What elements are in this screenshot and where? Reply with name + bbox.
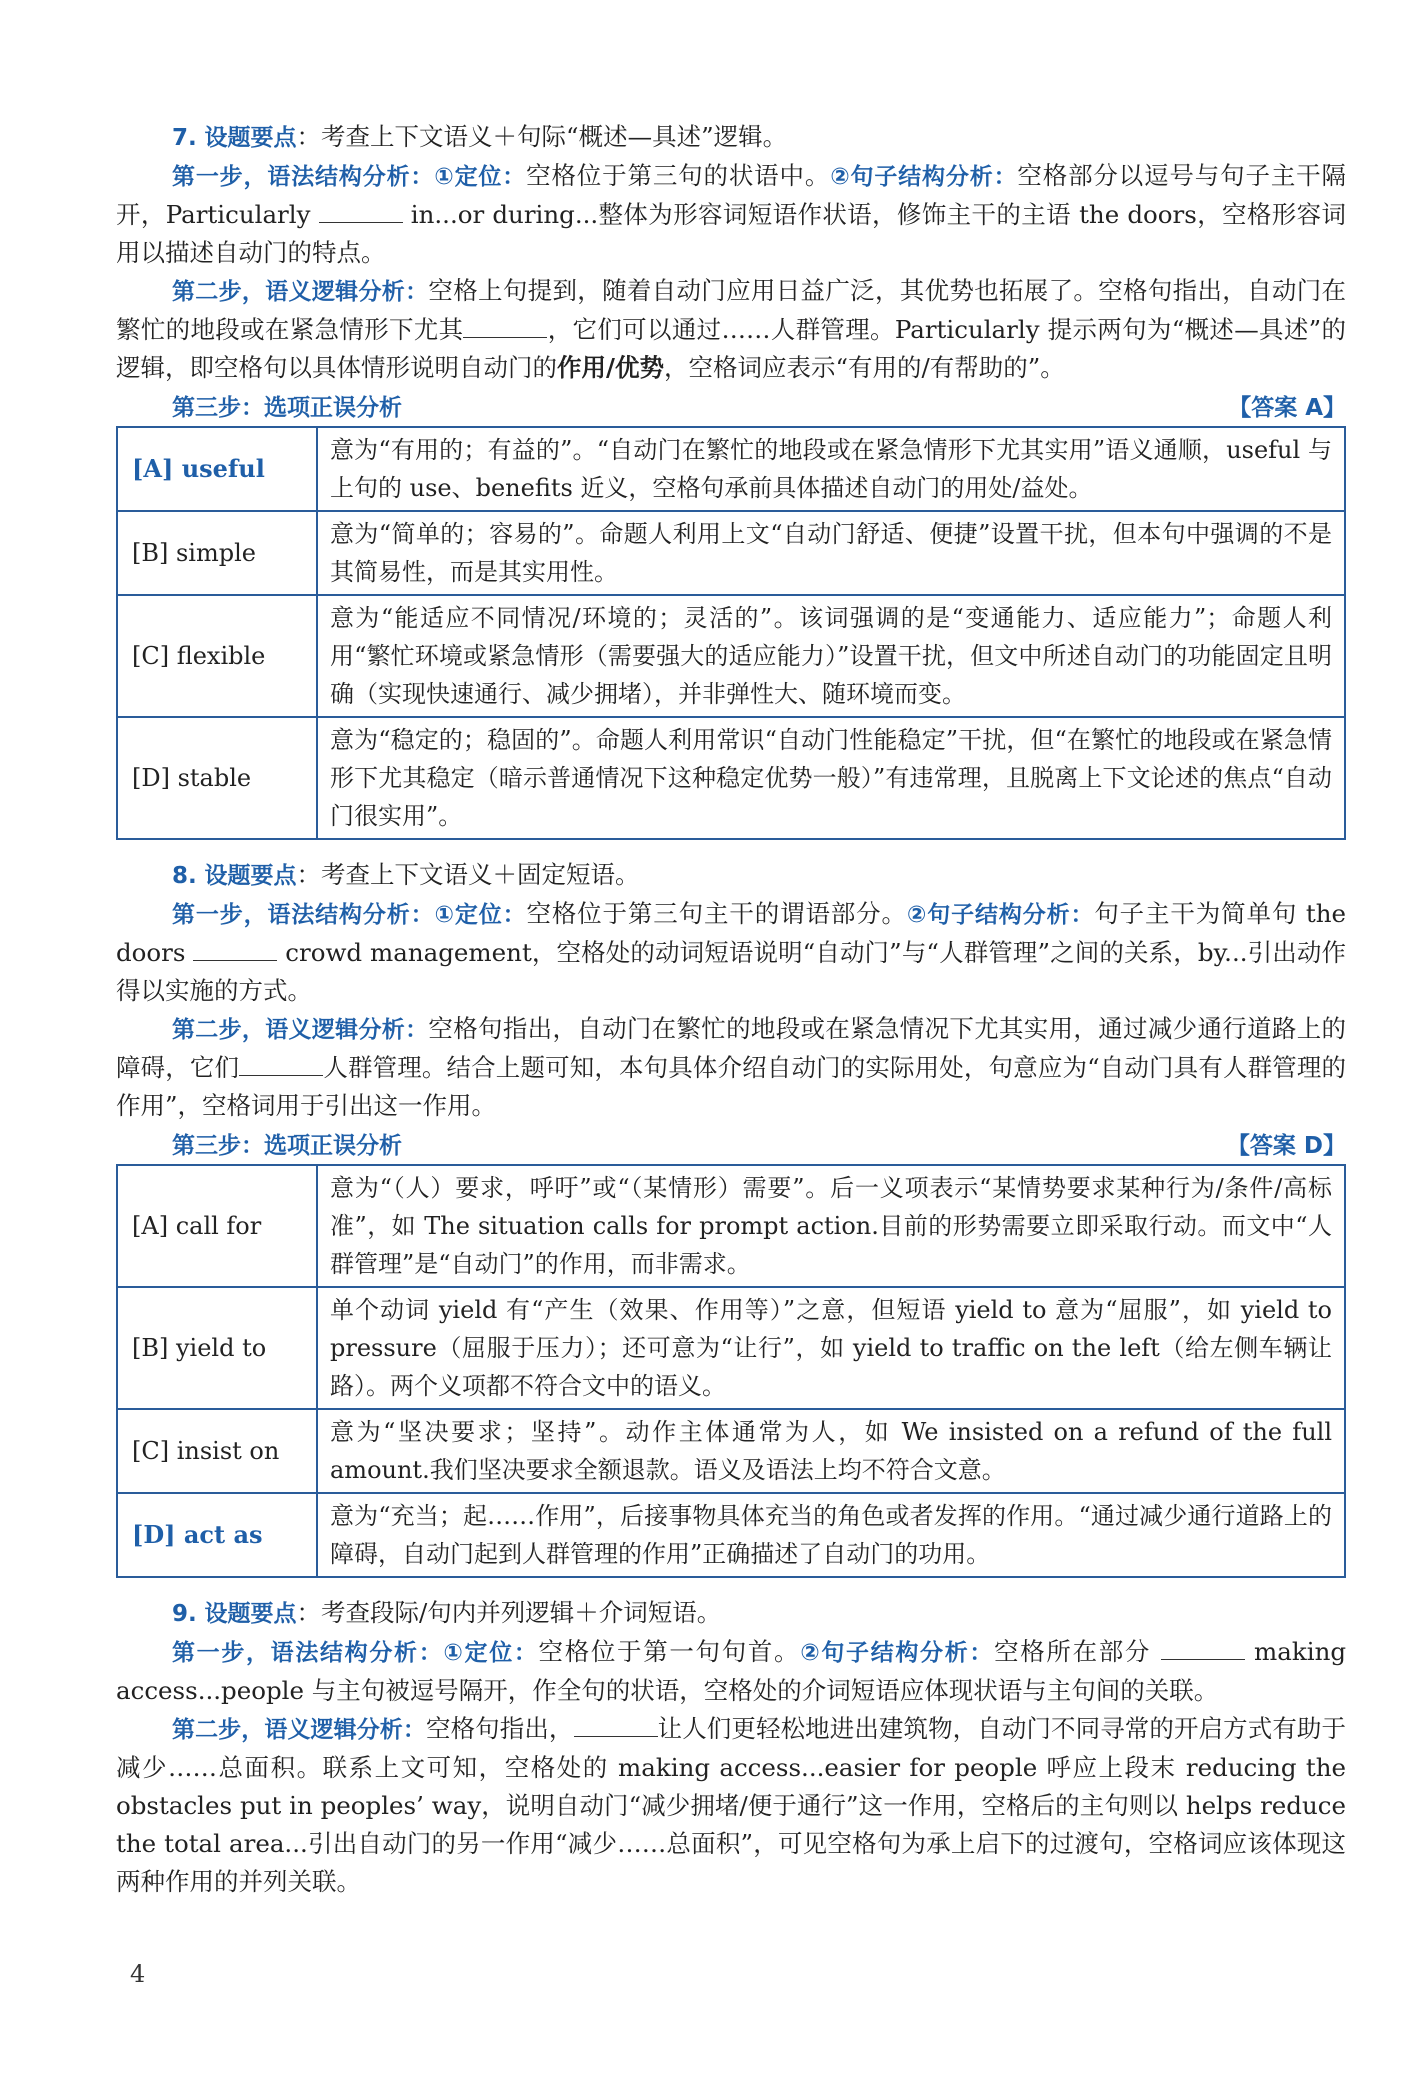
q7-step1-struct-text2: in...or during...整体为形容词短语作状语，修饰主干的主语 the doors，空格形容词用以描述自动门的特点。 [116, 200, 1346, 267]
q9-step1-label: 第一步，语法结构分析： [172, 1640, 444, 1666]
page-content [116, 118, 1346, 1901]
q9-step2-text2: 让人们更轻松地进出建筑物，自动门不同寻常的开启方式有助于减少……总面积。联系上文可知，空格处的 making access...easier for people 呼应上段末 reducing the obstacles put in peoples’ way，说明自动门“减少拥堵/便于通行”这一作用，空格后的主句则以 helps reduce the total area...引出自动门的另一作用“减少……总面积”，可见空格句为承上启下的过渡句，空格词应该体现这两种作用的并列关联。 [116, 1714, 1347, 1896]
q7-option-a-label: [A] useful [117, 427, 317, 511]
q8-step2-label: 第二步，语义逻辑分析： [172, 1017, 429, 1043]
q7-step1 [116, 157, 1346, 272]
table-row [117, 595, 1345, 717]
q8-step3-label: 第三步：选项正误分析 [172, 1133, 402, 1159]
q8-step1-struct-label: ②句子结构分析： [906, 902, 1095, 928]
q7-step3-row [116, 389, 1346, 422]
q9-blank-1 [1161, 1635, 1245, 1660]
q7-step3-label: 第三步：选项正误分析 [172, 395, 402, 421]
q8-option-b-text: 单个动词 yield 有“产生（效果、作用等）”之意，但短语 yield to 意为“屈服”，如 yield to pressure（屈服于压力）；还可意为“让行”，如 yield to traffic on the left（给左侧车辆让路）。两个义项都不符合文中的语义。 [317, 1287, 1345, 1409]
q9-step1-struct-text1: 空格所在部分 [994, 1637, 1152, 1666]
q8-step1-label: 第一步，语法结构分析： [172, 902, 435, 928]
q7-options-table [116, 426, 1346, 840]
q7-step1-struct-label: ②句子结构分析： [830, 164, 1018, 190]
q8-answer: 【答案 D】 [1226, 1133, 1346, 1159]
q7-step2-text3: ，空格词应表示“有用的/有帮助的”。 [663, 353, 1065, 382]
q8-number: 8. [172, 863, 197, 889]
q7-heading [172, 118, 1346, 157]
q8-option-a-text: 意为“（人）要求，呼吁”或“（某情形）需要”。后一义项表示“某情势要求某种行为/条件/高标准”，如 The situation calls for prompt action.目前的形势需要立即采取行动。而文中“人群管理”是“自动门”的作用，而非需求。 [317, 1165, 1345, 1287]
q8-step1-struct-text1: 句子主干为简单句 the doors [116, 899, 1346, 967]
q7-step2-text2: ，它们可以通过……人群管理。Particularly 提示两句为“概述—具述”的逻辑，即空格句以具体情形说明自动门的 [116, 315, 1346, 382]
q7-step1-locate-text: 空格位于第三句的状语中。 [526, 161, 831, 190]
q7-option-b-text: 意为“简单的；容易的”。命题人利用上文“自动门舒适、便捷”设置干扰，但本句中强调的不是其简易性，而是其实用性。 [317, 511, 1345, 595]
q9-step1-locate-label: ①定位： [443, 1640, 539, 1666]
table-row [117, 1287, 1345, 1409]
q7-step1-locate-label: ①定位： [434, 164, 527, 190]
q8-step2-text1: 空格句指出，自动门在繁忙的地段或在紧急情况下尤其实用，通过减少通行道路上的障碍，它们 [116, 1014, 1347, 1082]
q7-option-d-label: [D] stable [117, 717, 317, 839]
q8-step3-row [116, 1127, 1346, 1160]
q8-step1-struct-text2: crowd management，空格处的动词短语说明“自动门”与“人群管理”之间的关系，by...引出动作得以实施的方式。 [116, 938, 1346, 1005]
table-row [117, 511, 1345, 595]
q7-heading-text: ：考查上下文语义＋句际“概述—具述”逻辑。 [296, 122, 788, 151]
page-number: 4 [130, 1960, 146, 1988]
q9-blank-2 [574, 1712, 658, 1737]
q7-step2 [116, 272, 1346, 387]
q7-heading-label: 设题要点 [204, 125, 297, 151]
q9-heading-label: 设题要点 [204, 1601, 297, 1627]
q8-option-a-label: [A] call for [117, 1165, 317, 1287]
q7-step2-bold: 作用/优势 [557, 353, 664, 382]
q9-step1-locate-text: 空格位于第一句句首。 [538, 1637, 801, 1666]
q7-blank-1 [319, 198, 403, 223]
q8-option-d-label: [D] act as [117, 1493, 317, 1577]
q9-heading [172, 1594, 1346, 1633]
q7-option-b-label: [B] simple [117, 511, 317, 595]
q8-heading-label: 设题要点 [204, 863, 297, 889]
q7-option-d-text: 意为“稳定的；稳固的”。命题人利用常识“自动门性能稳定”干扰，但“在繁忙的地段或在紧急情形下尤其稳定（暗示普通情况下这种稳定优势一般）”有违常理，且脱离上下文论述的焦点“自动门很实用”。 [317, 717, 1345, 839]
table-row [117, 1409, 1345, 1493]
q8-options-table [116, 1164, 1346, 1578]
q7-step2-label: 第二步，语义逻辑分析： [172, 279, 429, 305]
q7-option-c-label: [C] flexible [117, 595, 317, 717]
table-row [117, 1493, 1345, 1577]
q9-step1 [116, 1633, 1346, 1710]
q8-blank-2 [239, 1051, 323, 1076]
q8-step2-text2: 人群管理。结合上题可知，本句具体介绍自动门的实际用处，句意应为“自动门具有人群管理的作用”，空格词用于引出这一作用。 [116, 1053, 1347, 1120]
q8-step1 [116, 895, 1346, 1010]
q8-option-c-label: [C] insist on [117, 1409, 317, 1493]
q7-step2-text1: 空格上句提到，随着自动门应用日益广泛，其优势也拓展了。空格句指出，自动门在繁忙的地段或在紧急情形下尤其 [116, 276, 1347, 344]
q7-option-a-text: 意为“有用的；有益的”。“自动门在繁忙的地段或在紧急情形下尤其实用”语义通顺，useful 与上句的 use、benefits 近义，空格句承前具体描述自动门的用处/益处。 [317, 427, 1345, 511]
table-row [117, 717, 1345, 839]
q9-step1-struct-text2: making access...people 与主句被逗号隔开，作全句的状语，空格处的介词短语应体现状语与主句间的关联。 [116, 1637, 1347, 1705]
q8-option-c-text: 意为“坚决要求；坚持”。动作主体通常为人，如 We insisted on a refund of the full amount.我们坚决要求全额退款。语义及语法上均不符合文意。 [317, 1409, 1345, 1493]
table-row [117, 427, 1345, 511]
q7-number: 7. [172, 125, 197, 151]
q7-option-c-text: 意为“能适应不同情况/环境的；灵活的”。该词强调的是“变通能力、适应能力”；命题人利用“繁忙环境或紧急情形（需要强大的适应能力）”设置干扰，但文中所述自动门的功能固定且明确（实现快速通行、减少拥堵），并非弹性大、随环境而变。 [317, 595, 1345, 717]
q8-option-b-label: [B] yield to [117, 1287, 317, 1409]
q8-step1-locate-text: 空格位于第三句主干的谓语部分。 [526, 899, 907, 928]
q9-heading-text: ：考查段际/句内并列逻辑＋介词短语。 [296, 1598, 722, 1627]
q9-step2-label: 第二步，语义逻辑分析： [172, 1717, 426, 1743]
q7-step1-label: 第一步，语法结构分析： [172, 164, 435, 190]
q9-step2-text1: 空格句指出， [425, 1714, 574, 1743]
q8-step1-locate-label: ①定位： [434, 902, 527, 928]
q7-blank-2 [463, 313, 547, 338]
q7-step1-struct-text1: 空格部分以逗号与句子主干隔开，Particularly [116, 161, 1346, 229]
q8-step2 [116, 1010, 1346, 1125]
q8-blank-1 [193, 936, 277, 961]
q7-answer: 【答案 A】 [1228, 395, 1346, 421]
q8-heading [172, 856, 1346, 895]
table-row [117, 1165, 1345, 1287]
q8-option-d-text: 意为“充当；起……作用”，后接事物具体充当的角色或者发挥的作用。“通过减少通行道路上的障碍，自动门起到人群管理的作用”正确描述了自动门的功用。 [317, 1493, 1345, 1577]
q9-step2 [116, 1710, 1346, 1901]
q9-step1-struct-label: ②句子结构分析： [800, 1640, 995, 1666]
q8-heading-text: ：考查上下文语义＋固定短语。 [296, 860, 640, 889]
q9-number: 9. [172, 1601, 197, 1627]
